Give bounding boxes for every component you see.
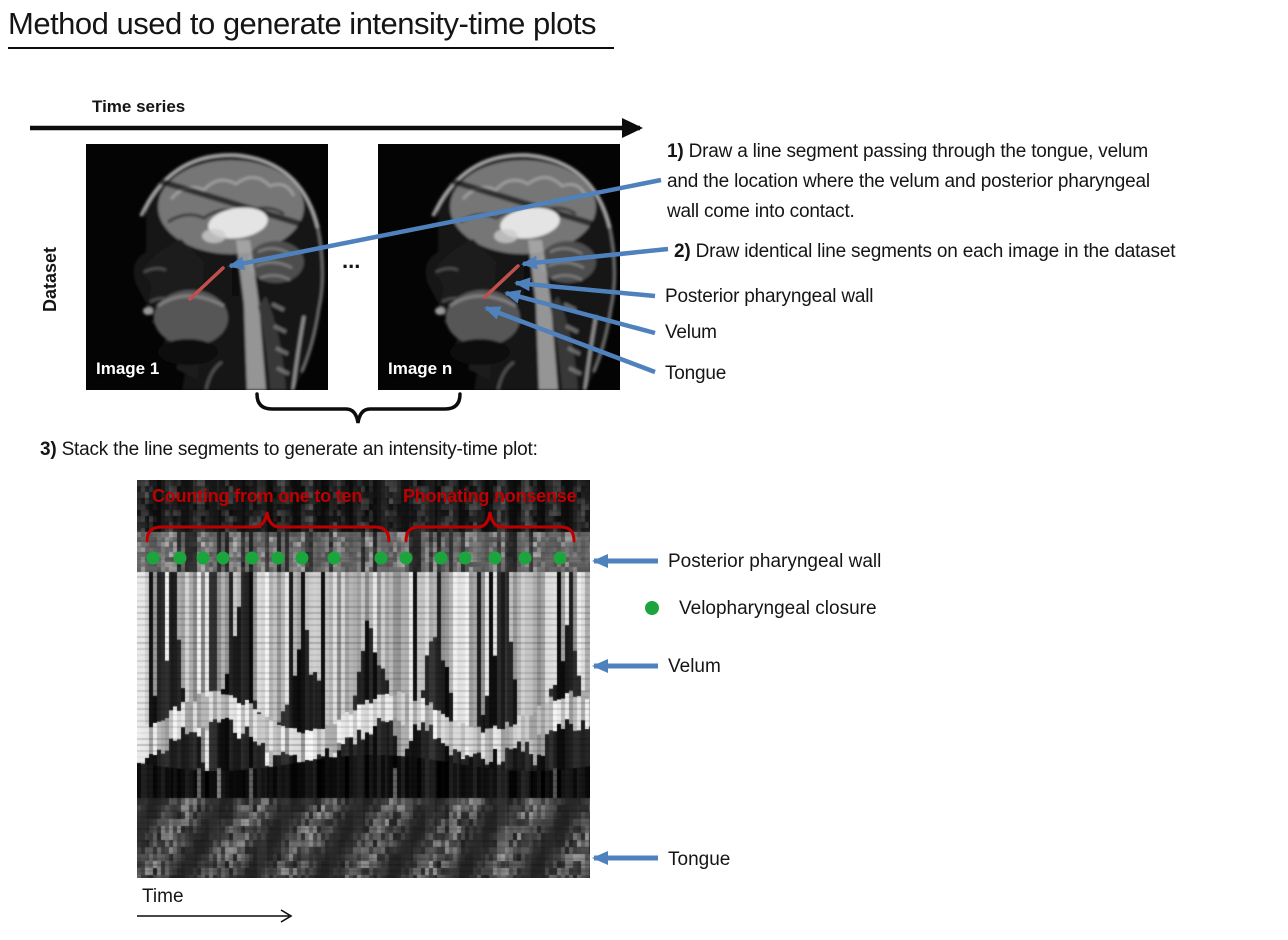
closure-dot	[246, 552, 259, 565]
time-series-label: Time series	[92, 97, 186, 116]
image1-label: Image 1	[96, 359, 160, 378]
closure-dots	[147, 552, 567, 565]
step1-text: 1) Draw a line segment passing through the tongue, velum and the location where the velum and posterior pharyngeal wall come into contact.	[667, 141, 1150, 222]
task2-label: Phonating nonsense	[403, 486, 577, 506]
closure-dot	[459, 552, 472, 565]
tongue-label-plot: Tongue	[668, 849, 731, 870]
closure-dot	[328, 552, 341, 565]
velum-label-top: Velum	[665, 322, 717, 343]
task2-brace	[406, 512, 574, 541]
closure-dot	[296, 552, 309, 565]
page-title: Method used to generate intensity-time plots	[8, 6, 614, 49]
closure-dot	[174, 552, 187, 565]
closure-legend-label: Velopharyngeal closure	[679, 598, 877, 619]
closure-dot	[435, 552, 448, 565]
time-axis-label: Time	[142, 886, 184, 907]
step1-arrow	[230, 180, 661, 266]
closure-dot	[375, 552, 388, 565]
stack-brace	[257, 394, 460, 423]
closure-dot	[217, 552, 230, 565]
wall-label-plot: Posterior pharyngeal wall	[668, 551, 882, 572]
step2-text: 2) Draw identical line segments on each image in the dataset	[674, 241, 1176, 262]
step3-number: 3)	[40, 439, 57, 460]
step2-arrow	[523, 249, 668, 264]
closure-legend-dot	[645, 601, 659, 615]
closure-dot	[147, 552, 160, 565]
closure-dot	[554, 552, 567, 565]
tongue-label-top: Tongue	[665, 363, 727, 384]
dataset-label: Dataset	[40, 246, 60, 312]
closure-dot	[400, 552, 413, 565]
tongue-arrow-top	[486, 308, 655, 372]
ellipsis-between-images: ...	[342, 248, 361, 273]
wall-label-top: Posterior pharyngeal wall	[665, 286, 874, 307]
step2-number: 2)	[674, 241, 691, 262]
closure-dot	[272, 552, 285, 565]
velum-label-plot: Velum	[668, 656, 721, 677]
imagen-label: Image n	[388, 359, 453, 378]
closure-dot	[489, 552, 502, 565]
closure-dot	[519, 552, 532, 565]
task1-brace	[147, 512, 389, 541]
closure-dot	[197, 552, 210, 565]
step3-text: 3) Stack the line segments to generate an intensity-time plot:	[40, 439, 538, 460]
step1-number: 1)	[667, 141, 684, 162]
wall-arrow-top	[516, 283, 655, 296]
velum-arrow-top	[506, 293, 655, 333]
task1-label: Counting from one to ten	[152, 486, 363, 506]
